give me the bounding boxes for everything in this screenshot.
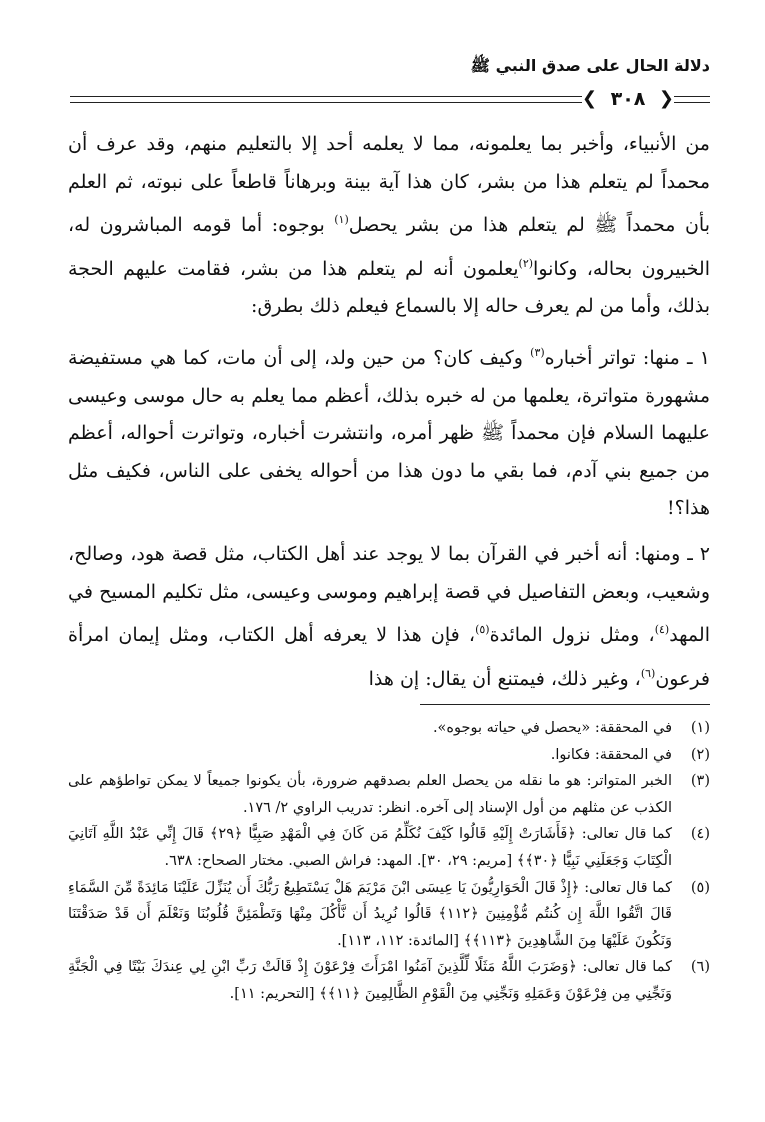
- footnote-text: كما قال تعالى: ﴿فَأَشَارَتْ إِلَيْهِ قَالُوا كَيْفَ نُكَلِّمُ مَن كَانَ فِي الْمَهْدِ صَبِيًّا ﴿٢٩﴾ قَالَ إِنِّي عَبْدُ اللَّهِ آتَانِيَ الْكِتَابَ وَجَعَلَنِي نَبِيًّا ﴿٣٠﴾﴾ [مريم: ٢٩، ٣٠]. المهد: فراش الصبي. مختار الصحاح: ٦٣٨.: [68, 826, 673, 869]
- paragraph-3-text-4: ، وغير ذلك، فيمتنع أن يقال: إن هذا: [368, 667, 641, 690]
- footnote-number: (٦): [690, 959, 710, 976]
- paragraph-3-text-2: ، ومثل نزول المائدة: [489, 624, 655, 647]
- footnote-text: في المحققة: «يحصل في حياته بوجوه».: [432, 720, 672, 736]
- footnote-ref-6[interactable]: (٦): [640, 666, 656, 680]
- footnote-number: (١): [690, 720, 710, 736]
- footnote: [68, 742, 710, 769]
- footnote: [68, 954, 710, 1007]
- footnote-ref-2[interactable]: (٢): [518, 256, 534, 270]
- footnote-ref-3[interactable]: (٣): [530, 345, 545, 359]
- paragraph-1: [68, 126, 710, 326]
- paragraph-2: [68, 334, 710, 528]
- footnote-text: كما قال تعالى: ﴿وَضَرَبَ اللَّهُ مَثَلًا لِّلَّذِينَ آمَنُوا امْرَأَتَ فِرْعَوْنَ إِذْ قَالَتْ رَبِّ ابْنِ لِي عِندَكَ بَيْتًا فِي الْجَنَّةِ وَنَجِّنِي مِن فِرْعَوْنَ وَعَمَلِهِ وَنَجِّنِي مِنَ الْقَوْمِ الظَّالِمِينَ ﴿١١﴾﴾ [التحريم: ١١].: [68, 959, 672, 1002]
- paragraph-3-text: ٢ ـ ومنها: أنه أخبر في القرآن بما لا يوجد عند أهل الكتاب، مثل قصة هود، وصالح، وشعيب، وبعض التفاصيل في قصة إبراهيم وموسى وعيسى، مثل تكليم المسيح في المهد: [68, 542, 710, 647]
- paragraph-3-text-3: ، فإن هذا لا يعرفه أهل الكتاب، ومثل إيمان امرأة فرعون: [68, 624, 710, 690]
- paragraph-1-text: من الأنبياء، وأخبر بما يعلمونه، مما لا يعلمه أحد إلا بالتعليم منهم، وقد عرف أن محمداً لم يتعلم هذا من بشر، كان هذا آية بينة وبرهاناً قاطعاً على نبوته، ثم العلم بأن محمداً ﷺ لم يتعلم هذا من بشر يحصل: [68, 133, 710, 237]
- footnote-ref-1[interactable]: (١): [334, 213, 349, 227]
- footnote: [68, 715, 710, 742]
- footnote-number: (٢): [690, 746, 710, 763]
- paragraph-2-text: ١ ـ منها: تواتر أخباره: [544, 346, 710, 369]
- main-text: [68, 126, 710, 698]
- footnote-number: (٤): [690, 826, 710, 843]
- paragraph-1-text-3: يعلمون أنه لم يتعلم هذا من بشر، فقامت عليهم الحجة بذلك، وأما من لم يعرف حاله إلا بالسماع فيعلم ذلك بطرق:: [68, 257, 710, 318]
- footnote: [68, 875, 710, 955]
- running-title: دلالة الحال على صدق النبي ﷺ: [470, 56, 710, 75]
- footnote-text: الخبر المتواتر: هو ما نقله من يحصل العلم بصدقهم ضرورة، بأن يكونوا جميعاً لا يمكن تواطؤهم على الكذب عن مثلهم من أول الإسناد إلى آخره. انظر: تدريب الراوي ٢/ ١٧٦.: [68, 773, 672, 816]
- footnote-text: كما قال تعالى: ﴿إِذْ قَالَ الْحَوَارِيُّونَ يَا عِيسَى ابْنَ مَرْيَمَ هَلْ يَسْتَطِيعُ رَبُّكَ أَن يُنَزِّلَ عَلَيْنَا مَائِدَةً مِّنَ السَّمَاءِ قَالَ اتَّقُوا اللَّهَ إِن كُنتُم مُّؤْمِنِينَ ﴿١١٢﴾ قَالُوا نُرِيدُ أَن نَّأْكُلَ مِنْهَا وَتَطْمَئِنَّ قُلُوبُنَا وَنَعْلَمَ أَن قَدْ صَدَقْتَنَا وَنَكُونَ عَلَيْهَا مِنَ الشَّاهِدِينَ ﴿١١٣﴾﴾ [المائدة: ١١٢، ١١٣].: [68, 879, 672, 949]
- footnote-text: في المحققة: فكانوا.: [550, 746, 672, 763]
- footnote: [68, 768, 710, 821]
- page-number: ❯ ٣٠٨ ❮: [582, 86, 674, 112]
- paragraph-3: [68, 536, 710, 698]
- footnotes: [68, 715, 710, 1008]
- paragraph-2-text-2: وكيف كان؟ من حين ولد، إلى أن مات، كما هي مستفيضة مشهورة متواترة، يعلمها من له خبره بذلك، أعظم مما يعلم به حال موسى وعيسى عليهما السلام فإن محمداً ﷺ ظهر أمره، وانتشرت أخباره، وتواترت أحواله، أعظم من جميع بني آدم، فما بقي ما دون هذا من أحواله يخفى على الناس، فكيف مثل هذا؟!: [68, 346, 710, 520]
- paragraph-1-text-2: بوجوه: أما قومه المباشرون له، الخبيرون بحاله، وكانوا: [68, 214, 710, 280]
- footnote-ref-5[interactable]: (٥): [475, 623, 490, 637]
- footnote-separator: [420, 704, 710, 705]
- footnote-ref-4[interactable]: (٤): [654, 623, 670, 637]
- footnote-number: (٥): [690, 879, 710, 896]
- footnote: [68, 821, 710, 874]
- footnote-number: (٣): [690, 773, 710, 790]
